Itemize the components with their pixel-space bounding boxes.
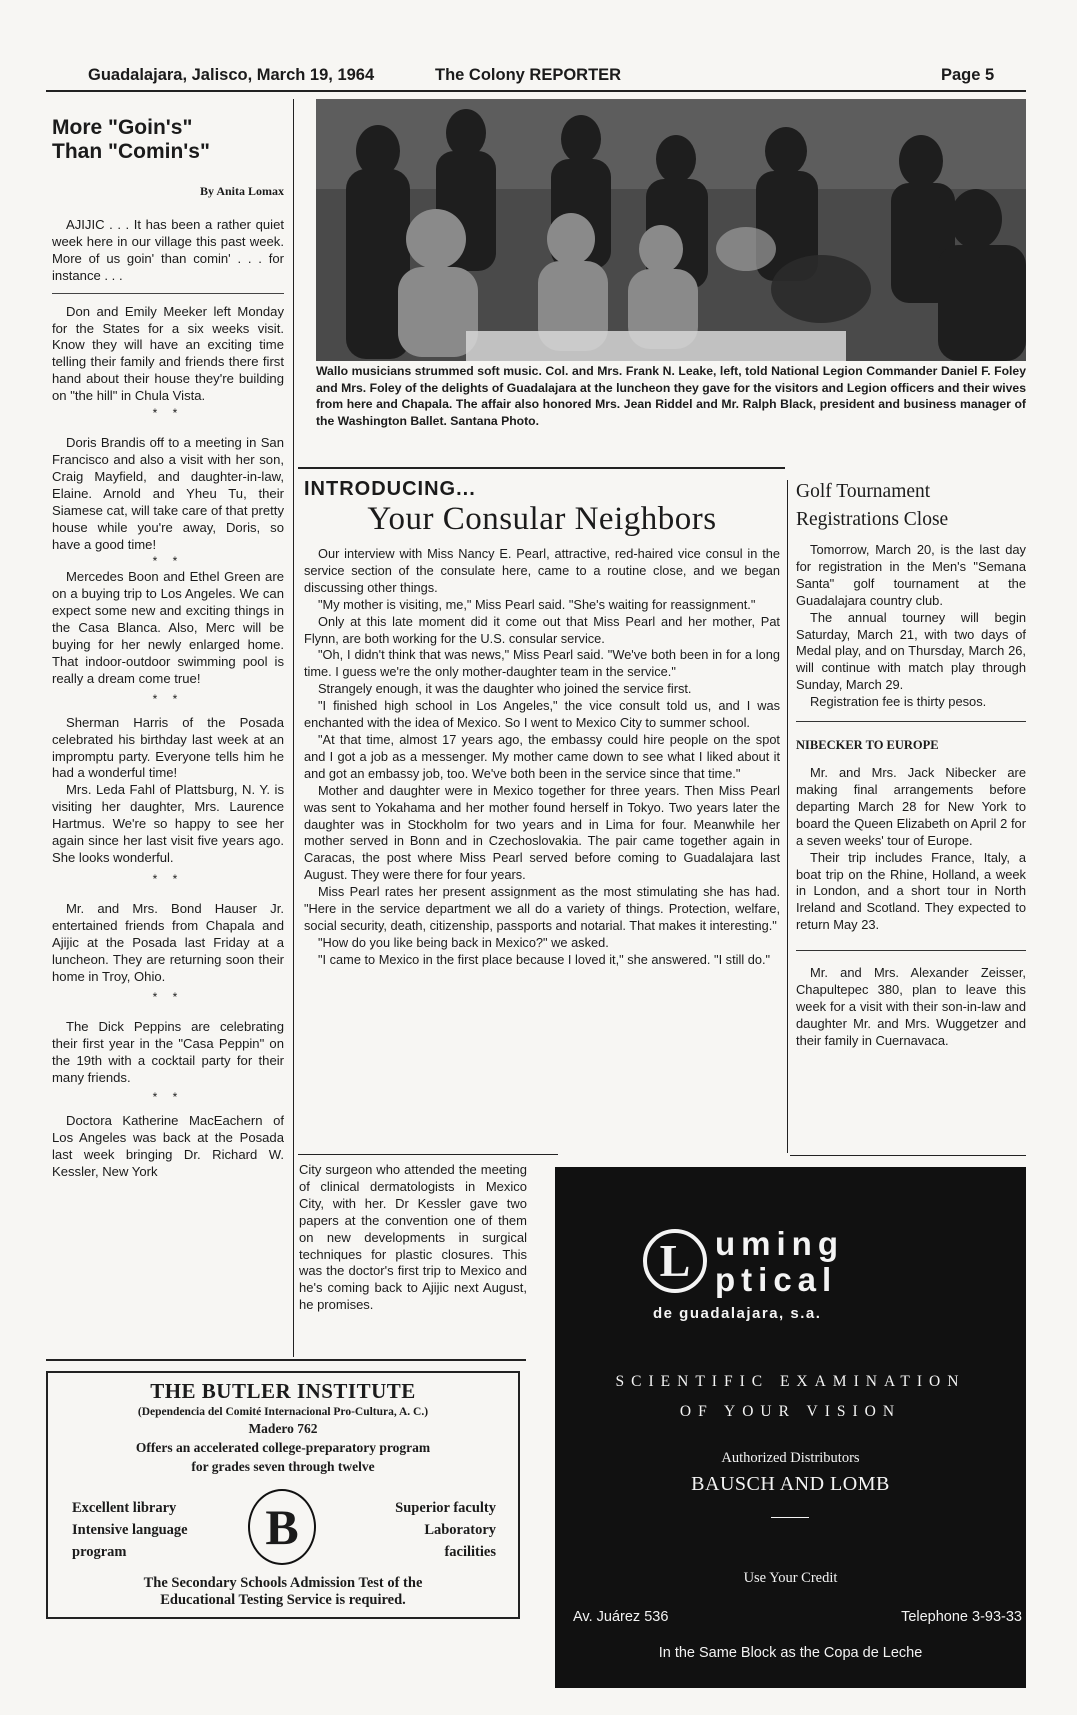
optical-location: In the Same Block as the Copa de Leche <box>658 1645 923 1661</box>
masthead-rule <box>46 90 1026 92</box>
consular-paragraph: Miss Pearl rates her present assignment as the most stimulating she has had. "Here in the service department we all do a variety of things. Protection, welfare, social security, death, citizenship, passports and notarial. That makes it interesting." <box>304 884 780 933</box>
butler-logo-icon <box>248 1489 316 1565</box>
luming-optical-ad <box>555 1167 1026 1688</box>
consular-paragraph: "My mother is visiting, me," Miss Pearl said. "She's waiting for reassignment." <box>318 596 756 612</box>
right-column <box>796 478 1026 1150</box>
consular-paragraph: Strangely enough, it was the daughter who joined the service first. <box>318 681 692 697</box>
goins-paragraph: The Dick Peppins are celebrating their first year in the "Casa Peppin" on the 19th with a cocktail party for their many friends. <box>52 1019 284 1086</box>
goins-paragraph: Mrs. Leda Fahl of Plattsburg, N. Y. is visiting her daughter, Mrs. Laurence Hartmus. We're so happy to see her again since her last visit five years ago. She looks wonderful. <box>52 782 284 865</box>
butler-name: THE BUTLER INSTITUTE <box>150 1379 416 1403</box>
masthead-paper-name: The Colony REPORTER <box>435 66 622 84</box>
goins-continued <box>299 1162 527 1358</box>
photo-caption: Wallo musicians strummed soft music. Col. and Mrs. Frank N. Leake, left, told National Legion Commander Daniel F. Foley and Mrs. Foley of the delights of Guadalajara at the luncheon they gave for the visitors and Legion officers and their wives from here and Chapala. The affair also honored Mrs. Jean Riddel and Mr. Ralph Black, president and business manager of the Washington Ballet. Santana Photo. <box>316 364 1026 428</box>
optical-telephone: Telephone 3-93-33 <box>901 1609 1022 1625</box>
golf-headline-line1: Golf Tournament <box>796 481 931 502</box>
golf-divider <box>796 721 1026 722</box>
masthead <box>0 66 1077 88</box>
golf-paragraph: The annual tourney will begin Saturday, March 21, with two days of Medal play, and on Thursday, March 26, will continue with match play through Sunday, March 29. <box>796 609 1026 693</box>
zeisser-paragraph: Mr. and Mrs. Alexander Zeisser, Chapultepec 380, plan to leave this week for a visit with their son-in-law and daughter Mr. and Mrs. Wuggetzer and their family in Cuernavaca. <box>796 965 1026 1048</box>
goins-stars: * * <box>152 871 184 886</box>
goins-headline-line1: More "Goin's" <box>52 116 193 139</box>
butler-sponsor: (Dependencia del Comité Internacional Pro-Cultura, A. C.) <box>137 1406 429 1418</box>
consular-paragraph: "I finished high school in Los Angeles," the vice consult told us, and I was enchanted with the idea of Mexico. So I went to Mexico City to summer school. <box>304 698 780 731</box>
consular-end-rule <box>298 1154 558 1155</box>
goins-headline-line2: Than "Comin's" <box>52 140 210 163</box>
goins-continued-text: City surgeon who attended the meeting of clinical dermatologists in Mexico City, with her. Dr Kessler gave two papers at the convention one of them on new developments in surgical techniques for plastic closures. This was the doctor's first trip to Mexico and he's coming back to Ajijic next August, he promises. <box>299 1162 527 1313</box>
butler-footer-line1: The Secondary Schools Admission Test of the <box>143 1575 423 1591</box>
optical-brand-line2: ptical <box>715 1261 838 1298</box>
goins-paragraph: Sherman Harris of the Posada celebrated his birthday last week at an impromptu party. Everyone tells him he had a wonderful time! <box>52 714 284 781</box>
butler-right-features <box>395 1497 496 1563</box>
butler-logo-letter: B <box>265 1499 299 1555</box>
butler-top-rule <box>46 1359 526 1361</box>
goins-paragraph: AJIJIC . . . It has been a rather quiet week here in our village this past week. More of us goin' than comin' . . . for instance . . . <box>52 217 284 283</box>
butler-address: Madero 762 <box>248 1421 318 1436</box>
nibecker-headline: NIBECKER TO EUROPE <box>796 738 939 753</box>
golf-paragraph: Tomorrow, March 20, is the last day for registration in the Men's "Semana Santa" golf tournament at the Guadalajara country club. <box>796 542 1026 608</box>
butler-footer <box>48 1575 518 1609</box>
goins-paragraph: Mr. and Mrs. Bond Hauser Jr. entertained friends from Chapala and Ajijic at the Posada last Friday at a luncheon. They are returning soon their home in Troy, Ohio. <box>52 900 284 984</box>
butler-offer-line1: Offers an accelerated college-preparatory program <box>135 1440 431 1455</box>
consular-paragraph: "I came to Mexico in the first place because I loved it," she answered. "I still do." <box>318 951 771 967</box>
consular-paragraph: "At that time, almost 17 years ago, the embassy could hire people on the spot and I got a job as a messenger. My mother came down to see what I liked about it and got an embassy job, too. We've both been in the service since that time." <box>304 731 780 781</box>
goins-stars: * * <box>152 990 184 1005</box>
optical-distributor: BAUSCH AND LOMB <box>691 1473 890 1495</box>
butler-feature: Superior faculty <box>395 1500 496 1516</box>
luncheon-photo <box>316 99 1026 361</box>
goins-stars: * * <box>152 1090 184 1105</box>
butler-left-features <box>72 1497 188 1563</box>
nibecker-paragraph: Mr. and Mrs. Jack Nibecker are making final arrangements before departing March 28 for New York to board the Queen Elizabeth on April 2 for a seven weeks' tour of Europe. <box>796 765 1026 848</box>
goins-stars: * * <box>152 554 184 569</box>
butler-offer-line2: for grades seven through twelve <box>191 1459 375 1474</box>
column-rule-right <box>787 480 788 1153</box>
masthead-date: Guadalajara, Jalisco, March 19, 1964 <box>88 66 375 84</box>
column-rule-left <box>293 99 294 1357</box>
consular-paragraph: Only at this late moment did it come out that Miss Pearl and her mother, Pat Flynn, are both working for the U.S. consular service. <box>304 613 780 646</box>
consular-paragraph: "How do you like being back in Mexico?" we asked. <box>318 934 609 950</box>
goins-divider <box>52 293 284 294</box>
goins-stars: * * <box>152 406 184 421</box>
consular-headline: Your Consular Neighbors <box>367 501 717 537</box>
consular-paragraph: Our interview with Miss Nancy E. Pearl, attractive, red-haired vice consul in the service section of the consulate here, came to a routine close, and we began discussing other things. <box>304 546 780 595</box>
goins-paragraph: Mercedes Boon and Ethel Green are on a buying trip to Los Angeles. We can expect some new and exciting things in the Casa Blanca. Also, Merc will be buying for her newly enlarged home. That indoor-outdoor swimming pool is really a dream come true! <box>52 569 284 686</box>
goins-column <box>52 116 284 1353</box>
butler-feature: facilities <box>444 1544 496 1560</box>
golf-headline-line2: Registrations Close <box>796 509 949 530</box>
intro-rule <box>298 467 785 469</box>
optical-distributors-label: Authorized Distributors <box>721 1450 860 1466</box>
optical-brand-block <box>643 1219 943 1329</box>
optical-credit: Use Your Credit <box>743 1570 838 1586</box>
luncheon-photo-illustration <box>316 99 1026 361</box>
optical-divider <box>771 1517 809 1518</box>
consular-kicker: INTRODUCING... <box>304 478 476 500</box>
butler-feature: Excellent library <box>72 1500 177 1516</box>
butler-feature: program <box>72 1544 127 1560</box>
optical-tagline-line2: OF YOUR VISION <box>679 1403 902 1420</box>
goins-byline: By Anita Lomax <box>199 184 284 198</box>
butler-feature: Laboratory <box>424 1522 496 1538</box>
consular-paragraph: Mother and daughter were in Mexico together for three years. Then Miss Pearl was sent to Yokahama and her mother found herself in Tokyo. Two years later the daughter was in Stockholm for two years and in Lima for four. Meanwhile her mother served in Bonn and in Czechoslovakia. The pair came together again in Caracas, the post where Miss Pearl served before coming to Guadalajara last August. They were there for four years. <box>304 782 780 883</box>
butler-institute-ad <box>46 1371 520 1619</box>
butler-footer-line2: Educational Testing Service is required. <box>160 1592 406 1608</box>
optical-logo-icon <box>643 1229 707 1293</box>
goins-paragraph: Don and Emily Meeker left Monday for the States for a six weeks visit. Know they will have an exciting time telling their family and friends there first hand about their house they're building on "the hill" in Chula Vista. <box>52 303 284 404</box>
butler-feature: Intensive language <box>72 1522 188 1538</box>
optical-address: Av. Juárez 536 <box>573 1609 669 1625</box>
optical-brand-sub: de guadalajara, s.a. <box>653 1305 822 1322</box>
optical-tagline-line1: SCIENTIFIC EXAMINATION <box>615 1373 966 1390</box>
goins-stars: * * <box>152 691 184 706</box>
consular-article <box>304 478 780 1150</box>
optical-tagline <box>555 1367 1026 1427</box>
optical-brand-line1: uming <box>715 1225 844 1262</box>
optical-logo-letter: L <box>659 1235 691 1286</box>
right-column-end-rule <box>790 1155 1026 1156</box>
golf-paragraph: Registration fee is thirty pesos. <box>810 694 987 710</box>
nibecker-paragraph: Their trip includes France, Italy, a boat trip on the Rhine, Holland, a week in London, and a short tour in North Ireland and Scotland. They expected to return May 23. <box>796 849 1026 933</box>
nibecker-divider <box>796 950 1026 951</box>
masthead-page-number: Page 5 <box>941 66 995 84</box>
goins-paragraph: Doctora Katherine MacEachern of Los Angeles was back at the Posada last week bringing Dr. Richard W. Kessler, New York <box>52 1113 284 1179</box>
consular-paragraph: "Oh, I didn't think that was news," Miss Pearl said. "We've both been in for a long time. I guess we're the only mother-daughter team in the service." <box>304 647 780 680</box>
goins-paragraph: Doris Brandis off to a meeting in San Francisco and also a visit with her son, Craig Mayfield, and daughter-in-law, Elaine. Arnold and Yheu Tu, their Siamese cat, will take care of that pretty house while you're away, Doris, so have a good time! <box>52 435 284 552</box>
